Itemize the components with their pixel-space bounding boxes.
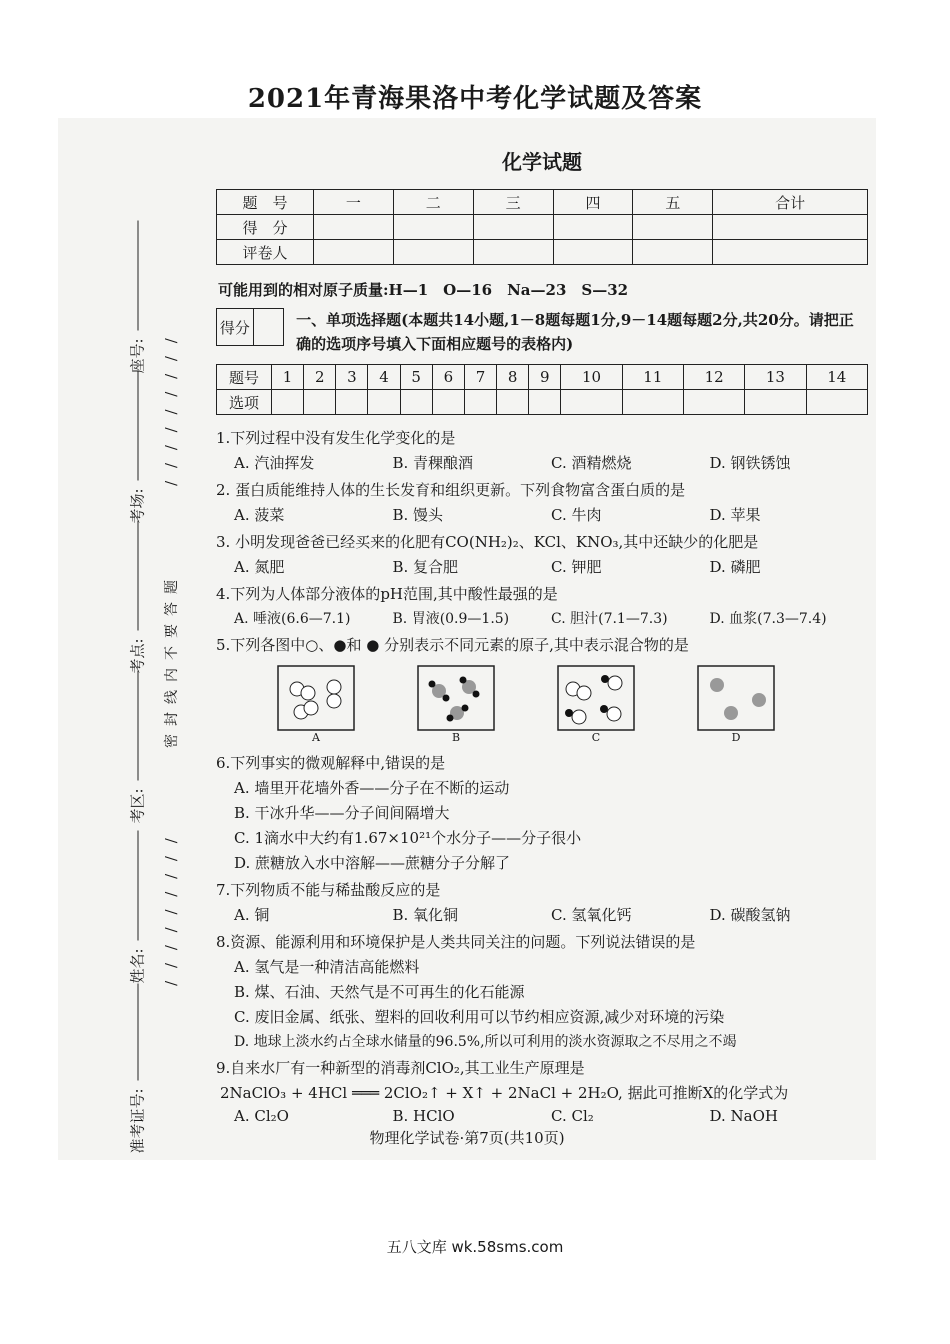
section1-score-box	[216, 308, 284, 346]
question-7: 7.下列物质不能与稀盐酸反应的是	[216, 881, 441, 899]
seal-slashes-bottom: / / / / / / / / /	[162, 834, 180, 986]
question-9: 9.自来水厂有一种新型的消毒剂ClO₂,其工业生产原理是	[216, 1059, 585, 1077]
exam-scan	[58, 118, 876, 1160]
section1-header	[216, 308, 868, 356]
option: D. 血浆(7.3—7.4)	[709, 611, 827, 627]
question-6-option-b: B. 干冰升华——分子间间隔增大	[234, 804, 450, 822]
atomic-mass-note: 可能用到的相对原子质量:H—1 O—16 Na—23 S—32	[218, 281, 629, 299]
section1-title: 一、单项选择题(本题共14小题,1－8题每题1分,9－14题每题2分,共20分。请把正确的选项序号填入下面相应题号的表格内)	[296, 311, 854, 353]
option: D. 磷肥	[709, 558, 761, 576]
answer-table-numbers	[217, 365, 868, 390]
question-8-option-b: B. 煤、石油、天然气是不可再生的化石能源	[234, 983, 525, 1001]
option: A. Cl₂O	[234, 1107, 289, 1125]
side-label-site: 考点:	[127, 504, 148, 674]
diagram-a-molecules	[277, 665, 355, 731]
question-6-option-c: C. 1滴水中大约有1.67×10²¹个水分子——分子很小	[234, 829, 582, 847]
option: C. 钾肥	[551, 558, 602, 576]
option: B. 复合肥	[392, 558, 459, 576]
answer-number: 2	[304, 365, 336, 390]
option: A. 铜	[234, 906, 270, 924]
score-table-header	[217, 190, 868, 215]
question-4-options	[234, 608, 868, 628]
side-label-name: 姓名:	[127, 814, 148, 984]
option: C. 酒精燃烧	[551, 454, 632, 472]
question-4: 4.下列为人体部分液体的pH范围,其中酸性最强的是	[216, 585, 558, 603]
option: C. 胆汁(7.1—7.3)	[551, 611, 668, 627]
option: C. Cl₂	[551, 1107, 594, 1125]
question-6-option-d: D. 蔗糖放入水中溶解——蔗糖分子分解了	[234, 854, 511, 872]
section1-score-label: 得分	[217, 309, 254, 346]
option: C. 氢氧化钙	[551, 906, 632, 924]
answer-number: 13	[745, 365, 806, 390]
score-row	[217, 215, 868, 240]
option: D. NaOH	[709, 1107, 778, 1125]
diagram-c	[557, 665, 635, 744]
question-8-option-d: D. 地球上淡水约占全球水储量的96.5%,所以可利用的淡水资源取之不尽用之不竭	[234, 1034, 737, 1050]
watermark: 五八文库 wk.58sms.com	[386, 1238, 564, 1256]
question-3: 3. 小明发现爸爸已经买来的化肥有CO(NH₂)₂、KCl、KNO₃,其中还缺少的化肥是	[216, 533, 759, 551]
diagram-b	[417, 665, 495, 744]
answer-number: 1	[272, 365, 304, 390]
answer-number: 12	[683, 365, 744, 390]
option: B. 氧化铜	[392, 906, 459, 924]
option: D. 钢铁锈蚀	[709, 454, 791, 472]
option: A. 唾液(6.6—7.1)	[234, 611, 351, 627]
answer-number: 4	[368, 365, 400, 390]
side-label-seat: 座号:	[127, 204, 148, 374]
option: B. 青稞酿酒	[392, 454, 474, 472]
score-row-label: 得 分	[217, 215, 314, 240]
option: B. 胃液(0.9—1.5)	[392, 611, 510, 627]
diagram-b-molecules	[417, 665, 495, 731]
question-6: 6.下列事实的微观解释中,错误的是	[216, 754, 446, 772]
question-1-options	[234, 452, 868, 473]
diagram-c-label: C	[591, 731, 601, 744]
answer-option-label: 选项	[217, 390, 272, 415]
answer-header-label: 题号	[217, 365, 272, 390]
answer-number: 9	[529, 365, 561, 390]
question-2-options	[234, 504, 868, 525]
question-9-equation: 2NaClO₃ + 4HCl ═══ 2ClO₂↑ + X↑ + 2NaCl + 2H₂O, 据此可推断X的化学式为	[220, 1084, 789, 1102]
score-col: 三	[473, 190, 553, 215]
option: A. 氮肥	[234, 558, 285, 576]
grader-row	[217, 240, 868, 265]
grader-row-label: 评卷人	[217, 240, 314, 265]
option: D. 碳酸氢钠	[709, 906, 791, 924]
score-table	[216, 189, 868, 265]
exam-content	[216, 136, 868, 1125]
question-1: 1.下列过程中没有发生化学变化的是	[216, 429, 456, 447]
answer-number: 8	[497, 365, 529, 390]
answer-table-options	[217, 390, 868, 415]
exam-subtitle: 化学试题	[502, 150, 582, 174]
question-5: 5.下列各图中○、●和 ● 分别表示不同元素的原子,其中表示混合物的是	[216, 636, 689, 654]
question-3-options	[234, 556, 868, 577]
side-label-district: 考区:	[127, 654, 148, 824]
side-label-ticket: 准考证号:	[127, 984, 148, 1154]
page-footer: 物理化学试卷·第7页(共10页)	[369, 1129, 565, 1147]
score-col: 二	[393, 190, 473, 215]
option: B. HClO	[392, 1107, 455, 1125]
answer-number: 11	[622, 365, 683, 390]
document-title: 2021年青海果洛中考化学试题及答案	[247, 84, 703, 114]
question-5-diagrams	[246, 665, 806, 744]
answer-number: 14	[806, 365, 867, 390]
question-8-option-a: A. 氢气是一种清洁高能燃料	[234, 958, 420, 976]
question-2: 2. 蛋白质能维持人体的生长发育和组织更新。下列食物富含蛋白质的是	[216, 481, 686, 499]
score-col: 题 号	[217, 190, 314, 215]
answer-table	[216, 364, 868, 415]
answer-number: 3	[336, 365, 368, 390]
answer-number: 7	[464, 365, 496, 390]
seal-warning: 密封线内不要答题	[164, 571, 180, 748]
question-8-option-c: C. 废旧金属、纸张、塑料的回收利用可以节约相应资源,减少对环境的污染	[234, 1008, 725, 1026]
option: C. 牛肉	[551, 506, 602, 524]
diagram-a	[277, 665, 355, 744]
question-8: 8.资源、能源利用和环境保护是人类共同关注的问题。下列说法错误的是	[216, 933, 696, 951]
question-9-options	[234, 1107, 868, 1125]
diagram-d-molecules	[697, 665, 775, 731]
question-7-options	[234, 904, 868, 925]
score-col: 合计	[713, 190, 868, 215]
seal-line	[156, 118, 186, 1160]
option: A. 汽油挥发	[234, 454, 315, 472]
question-6-option-a: A. 墙里开花墙外香——分子在不断的运动	[234, 779, 510, 797]
diagram-b-label: B	[451, 731, 461, 744]
diagram-a-label: A	[312, 731, 320, 744]
option: D. 苹果	[709, 506, 761, 524]
score-col: 四	[553, 190, 633, 215]
diagram-d	[697, 665, 775, 744]
answer-number: 10	[561, 365, 622, 390]
score-col: 一	[314, 190, 394, 215]
answer-number: 6	[432, 365, 464, 390]
diagram-c-molecules	[557, 665, 635, 731]
answer-number: 5	[400, 365, 432, 390]
option: A. 菠菜	[234, 506, 285, 524]
score-col: 五	[633, 190, 713, 215]
diagram-d-label: D	[731, 731, 741, 744]
side-label-room: 考场:	[127, 354, 148, 524]
option: B. 馒头	[392, 506, 444, 524]
seal-slashes-top: / / / / / / / / /	[162, 333, 180, 486]
